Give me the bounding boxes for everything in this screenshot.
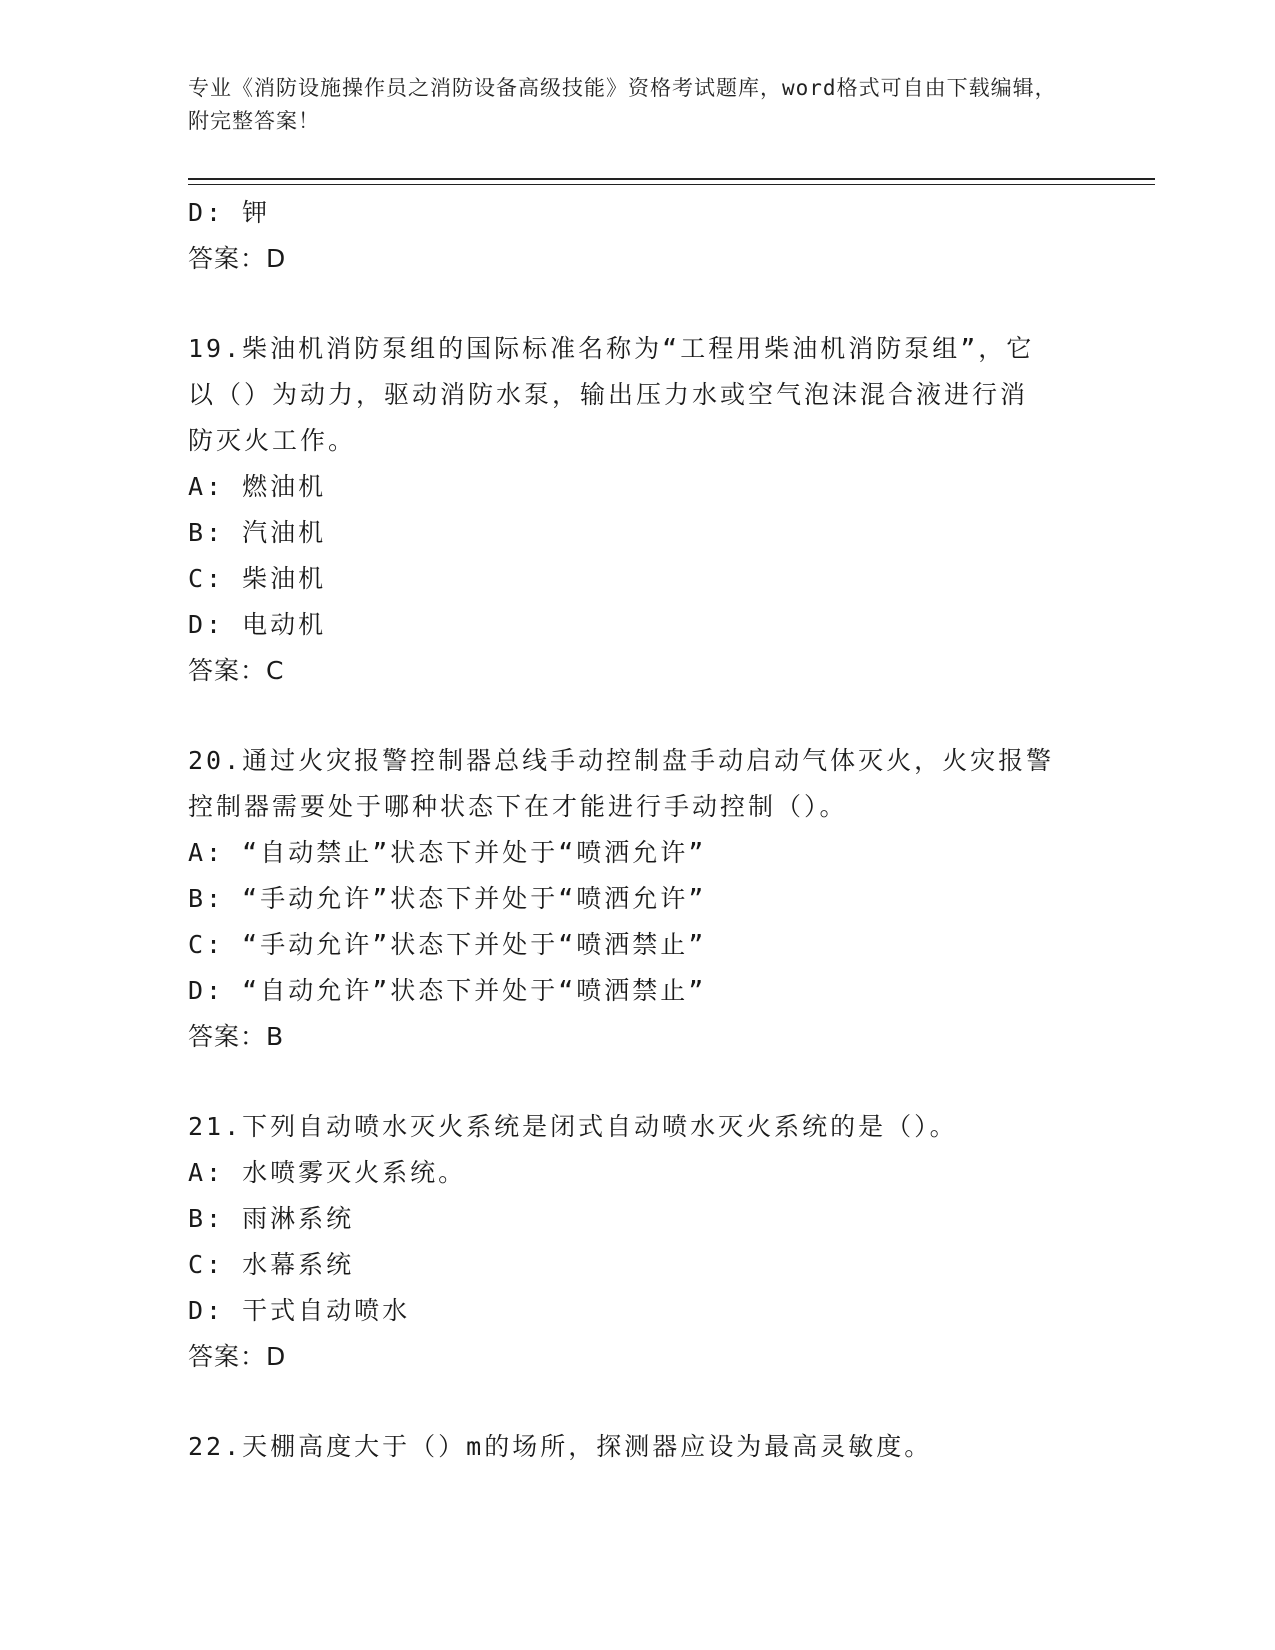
option-d: D: 钾 (188, 198, 271, 227)
spacer (188, 1380, 1088, 1424)
option-a: A: 燃油机 (188, 472, 327, 501)
question-21 (188, 1104, 1088, 1380)
option-d: D: “自动允许”状态下并处于“喷洒禁止” (188, 976, 707, 1005)
option-d: D: 干式自动喷水 (188, 1296, 411, 1325)
answer-line: 答案：C (188, 656, 285, 685)
question-text-line: 20.通过火灾报警控制器总线手动控制盘手动启动气体灭火，火灾报警 (188, 746, 1055, 775)
option-b: B: 汽油机 (188, 518, 327, 547)
question-19 (188, 326, 1088, 694)
option-c: C: “手动允许”状态下并处于“喷洒禁止” (188, 930, 707, 959)
option-d: D: 电动机 (188, 610, 327, 639)
header-divider-thick (188, 178, 1155, 180)
option-c: C: 水幕系统 (188, 1250, 355, 1279)
answer-line: 答案：D (188, 244, 287, 273)
header-text: 专业《消防设施操作员之消防设备高级技能》资格考试题库，word格式可自由下载编辑，附完整答案！ (188, 76, 1057, 133)
question-text-line: 以（）为动力，驱动消防水泵，输出压力水或空气泡沫混合液进行消 (188, 380, 1029, 409)
answer-line: 答案：D (188, 1342, 287, 1371)
question-text-line: 控制器需要处于哪种状态下在才能进行手动控制（）。 (188, 792, 848, 821)
option-b: B: “手动允许”状态下并处于“喷洒允许” (188, 884, 707, 913)
question-22 (188, 1424, 1088, 1470)
answer-line: 答案：B (188, 1022, 285, 1051)
question-20 (188, 738, 1088, 1060)
option-a: A: 水喷雾灭火系统。 (188, 1158, 467, 1187)
spacer (188, 694, 1088, 738)
question-text-line: 19.柴油机消防泵组的国际标准名称为“工程用柴油机消防泵组”，它 (188, 334, 1035, 363)
option-c: C: 柴油机 (188, 564, 327, 593)
option-b: B: 雨淋系统 (188, 1204, 355, 1233)
question-text-line: 防灭火工作。 (188, 426, 357, 455)
question-content (188, 190, 1088, 1470)
spacer (188, 282, 1088, 326)
page-header (188, 72, 1068, 138)
spacer (188, 1060, 1088, 1104)
option-a: A: “自动禁止”状态下并处于“喷洒允许” (188, 838, 707, 867)
header-divider-thin (188, 184, 1155, 185)
question-text-line: 22.天棚高度大于（）m的场所，探测器应设为最高灵敏度。 (188, 1432, 933, 1461)
question-text-line: 21.下列自动喷水灭火系统是闭式自动喷水灭火系统的是（）。 (188, 1112, 958, 1141)
